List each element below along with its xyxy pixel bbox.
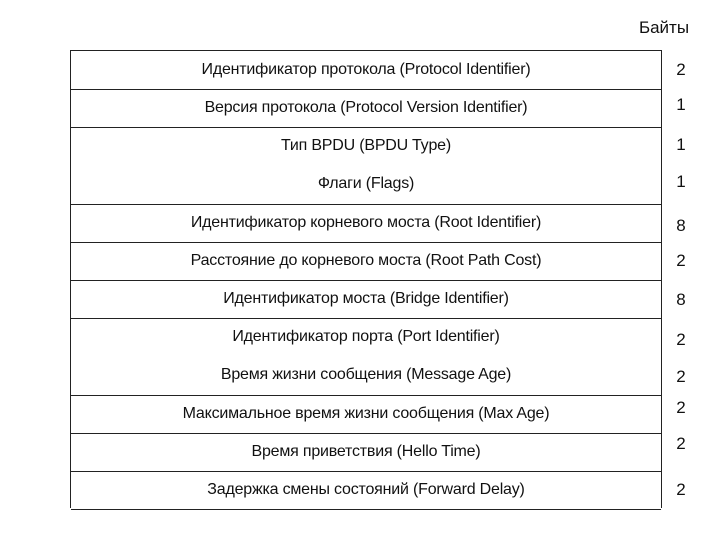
bytes-protocol-version: 1 [676, 95, 686, 114]
field-root-path-cost: Расстояние до корневого моста (Root Path Cost) [190, 252, 542, 269]
bytes-message-age: 2 [676, 367, 686, 386]
bytes-max-age: 2 [676, 398, 686, 417]
bytes-bridge-identifier: 8 [676, 290, 686, 309]
bytes-protocol-identifier: 2 [676, 60, 686, 79]
field-hello-time: Время приветствия (Hello Time) [251, 443, 481, 460]
bytes-forward-delay: 2 [676, 480, 686, 499]
field-bpdu-type: Тип BPDU (BPDU Type) [281, 137, 451, 154]
field-max-age: Максимальное время жизни сообщения (Max Age) [182, 405, 550, 422]
bytes-bpdu-type: 1 [676, 135, 686, 154]
bytes-column-header: Байты [638, 18, 690, 37]
field-flags: Флаги (Flags) [317, 175, 415, 192]
field-port-identifier: Идентификатор порта (Port Identifier) [232, 328, 500, 345]
field-bridge-identifier: Идентификатор моста (Bridge Identifier) [223, 290, 509, 307]
field-protocol-version: Версия протокола (Protocol Version Identifier) [204, 99, 528, 116]
bytes-port-identifier: 2 [676, 330, 686, 349]
field-protocol-identifier: Идентификатор протокола (Protocol Identifier) [201, 61, 531, 78]
bytes-root-identifier: 8 [676, 216, 686, 235]
bytes-root-path-cost: 2 [676, 251, 686, 270]
bytes-hello-time: 2 [676, 434, 686, 453]
bpdu-frame-table [70, 50, 662, 508]
field-root-identifier: Идентификатор корневого моста (Root Identifier) [190, 214, 542, 231]
bytes-flags: 1 [676, 172, 686, 191]
field-message-age: Время жизни сообщения (Message Age) [220, 366, 512, 383]
field-forward-delay: Задержка смены состояний (Forward Delay) [207, 481, 525, 498]
